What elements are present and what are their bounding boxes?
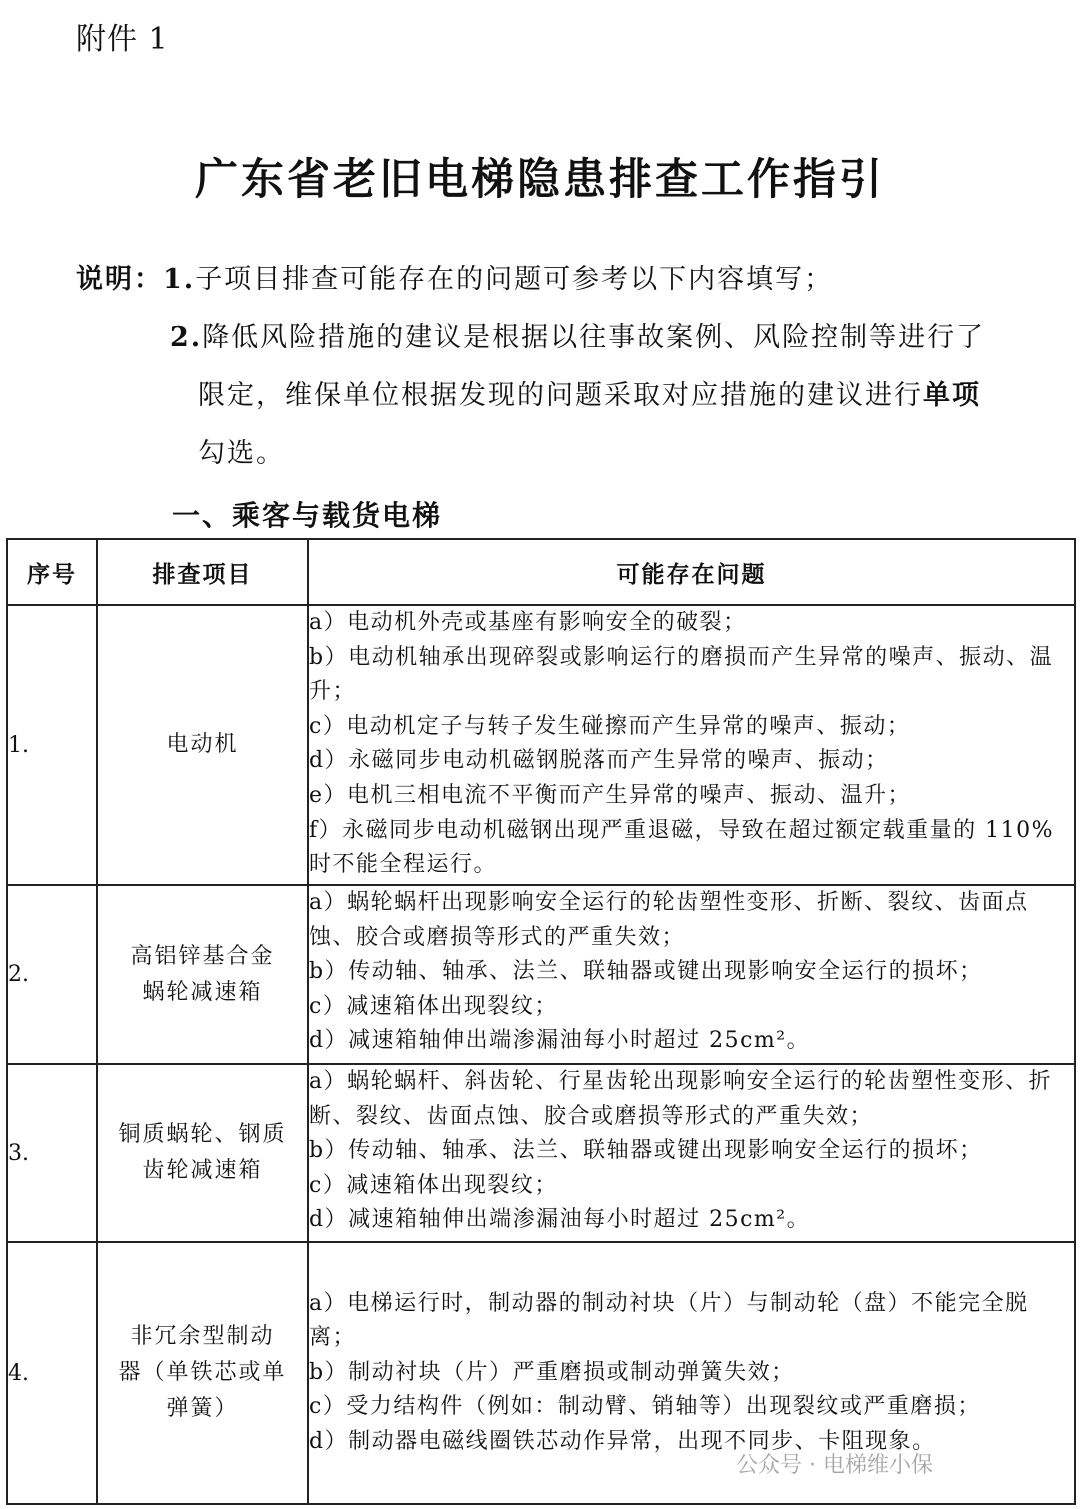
issue-entry: c）电动机定子与转子发生碰擦而产生异常的噪声、振动； bbox=[309, 713, 911, 739]
item-line: 蜗轮减速箱 bbox=[142, 979, 263, 1005]
issue-entry: b）传动轴、轴承、法兰、联轴器或键出现影响安全运行的损坏； bbox=[309, 959, 983, 985]
row-issues bbox=[308, 1064, 1075, 1242]
column-header-issues: 可能存在问题 bbox=[308, 539, 1075, 605]
item-line: 弹簧） bbox=[166, 1396, 239, 1421]
row-seq: 1. bbox=[7, 605, 97, 885]
issue-entry: b）电动机轴承出现碎裂或影响运行的磨损而产生异常的噪声、振动、温升； bbox=[309, 644, 1054, 705]
row-seq: 4. bbox=[7, 1242, 97, 1504]
issue-entry: c）受力结构件（例如：制动臂、销轴等）出现裂纹或严重磨损； bbox=[309, 1394, 981, 1420]
note-1-text: 子项目排查可能存在的问题可参考以下内容填写； bbox=[195, 264, 834, 295]
issue-entry: f）永磁同步电动机磁钢出现严重退磁，导致在超过额定载重量的 110%时不能全程运行。 bbox=[309, 817, 1055, 878]
note-2-line-2 bbox=[76, 372, 1036, 430]
row-item bbox=[97, 885, 308, 1064]
issue-entry: d）永磁同步电动机磁钢脱落而产生异常的噪声、振动； bbox=[309, 748, 889, 774]
row-seq: 3. bbox=[7, 1064, 97, 1242]
item-line: 电动机 bbox=[166, 732, 239, 757]
issue-entry: a）电梯运行时，制动器的制动衬块（片）与制动轮（盘）不能完全脱离； bbox=[309, 1290, 1029, 1351]
table-row bbox=[7, 885, 1075, 1064]
column-header-item: 排查项目 bbox=[97, 539, 308, 605]
row-item bbox=[97, 605, 308, 885]
issue-entry: d）制动器电磁线圈铁芯动作异常，出现不同步、卡阻现象。 bbox=[309, 1428, 936, 1454]
checklist-table bbox=[6, 538, 1076, 1505]
issue-entry: b）制动衬块（片）严重磨损或制动弹簧失效； bbox=[309, 1359, 795, 1385]
item-line: 齿轮减速箱 bbox=[142, 1158, 263, 1183]
note-2-line-1 bbox=[76, 314, 1036, 372]
table-header-row bbox=[7, 539, 1075, 605]
issue-entry: c）减速箱体出现裂纹； bbox=[309, 993, 558, 1019]
issue-entry: a）蜗轮蜗杆出现影响安全运行的轮齿塑性变形、折断、裂纹、齿面点蚀、胶合或磨损等形式的严重失效； bbox=[309, 890, 1029, 950]
notes-block bbox=[76, 256, 1036, 488]
row-item bbox=[97, 1242, 308, 1504]
notes-label: 说明： bbox=[76, 264, 163, 295]
table-row bbox=[7, 605, 1075, 885]
table-row bbox=[7, 1064, 1075, 1242]
issue-entry: a）电动机外壳或基座有影响安全的破裂； bbox=[309, 610, 747, 635]
item-line: 铜质蜗轮、钢质 bbox=[118, 1122, 287, 1147]
column-header-seq: 序号 bbox=[7, 539, 97, 605]
row-item bbox=[97, 1064, 308, 1242]
note-1-number: 1. bbox=[163, 264, 196, 295]
row-seq: 2. bbox=[7, 885, 97, 1064]
note-2-text-line-2: 限定，维保单位根据发现的问题采取对应措施的建议进行 bbox=[198, 380, 923, 411]
row-issues bbox=[308, 605, 1075, 885]
issue-entry: e）电机三相电流不平衡而产生异常的噪声、振动、温升； bbox=[309, 782, 912, 808]
row-issues bbox=[308, 885, 1075, 1064]
note-2-line-3 bbox=[76, 430, 1036, 488]
item-line: 器（单铁芯或单 bbox=[118, 1360, 287, 1385]
note-2-text-line-1: 降低风险措施的建议是根据以往事故案例、风险控制等进行了 bbox=[202, 322, 986, 353]
annex-label: 附件 1 bbox=[76, 22, 169, 57]
note-2-emphasis: 单项 bbox=[923, 380, 981, 411]
section-heading: 一、乘客与载货电梯 bbox=[172, 499, 443, 532]
note-2-text-line-3: 勾选。 bbox=[198, 438, 285, 469]
document-title: 广东省老旧电梯隐患排查工作指引 bbox=[195, 155, 885, 205]
issue-entry: d）减速箱轴伸出端渗漏油每小时超过 25cm²。 bbox=[309, 1028, 811, 1054]
note-2-number: 2. bbox=[170, 322, 203, 353]
issue-entry: b）传动轴、轴承、法兰、联轴器或键出现影响安全运行的损坏； bbox=[309, 1138, 983, 1164]
issue-entry: a）蜗轮蜗杆、斜齿轮、行星齿轮出现影响安全运行的轮齿塑性变形、折断、裂纹、齿面点蚀、胶合或磨损等形式的严重失效； bbox=[309, 1069, 1053, 1129]
item-line: 非冗余型制动 bbox=[130, 1324, 275, 1349]
issue-entry: c）减速箱体出现裂纹； bbox=[309, 1172, 558, 1198]
watermark-text: 公众号 · 电梯维小保 bbox=[736, 1453, 933, 1478]
row-issues bbox=[308, 1242, 1075, 1504]
issue-entry: d）减速箱轴伸出端渗漏油每小时超过 25cm²。 bbox=[309, 1207, 811, 1233]
item-line: 高铝锌基合金 bbox=[130, 943, 275, 969]
note-1 bbox=[76, 256, 1036, 314]
